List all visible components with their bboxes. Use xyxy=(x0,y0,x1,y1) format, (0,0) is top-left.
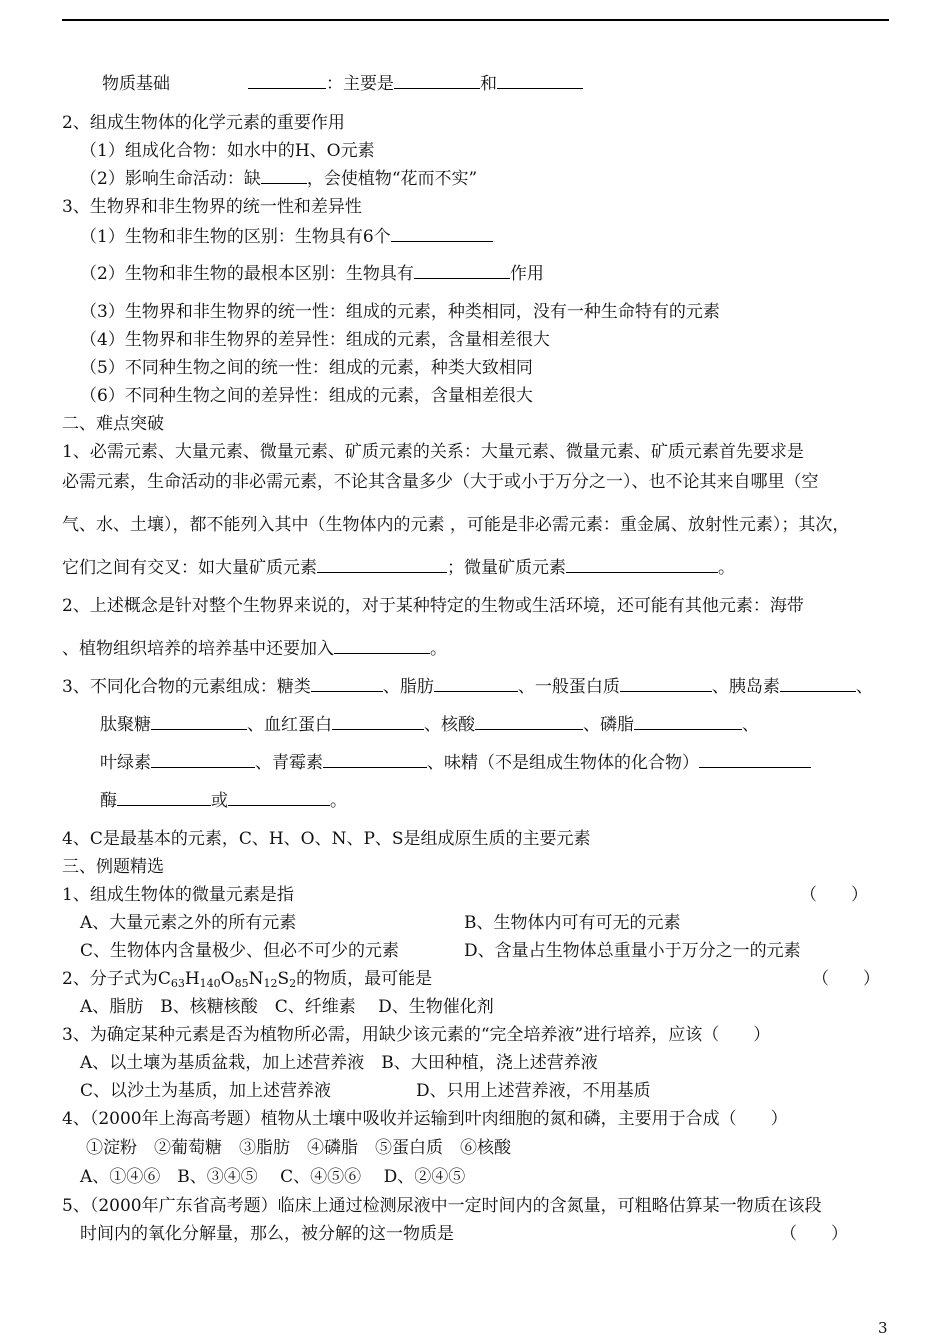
q4-items: ①淀粉 ②葡萄糖 ③脂肪 ④磷脂 ⑤蛋白质 ⑥核酸 xyxy=(86,1138,511,1158)
part-3-heading: 三、例题精选 xyxy=(62,857,164,877)
s3-item-3: （3）生物界和非生物界的统一性：组成的元素，种类相同，没有一种生命特有的元素 xyxy=(80,302,720,322)
s3-item-2: （2）生物和非生物的最根本区别：生物具有 作用 xyxy=(80,264,544,284)
q2-answer-paren: （ ） xyxy=(812,969,880,989)
q5-line-2: 时间内的氧化分解量，那么，被分解的这一物质是 xyxy=(80,1224,454,1244)
q4-stem: 4、（2000年上海高考题）植物从土壤中吸收并运输到叶肉细胞的氮和磷，主要用于合成（ ） xyxy=(62,1109,788,1129)
p3-line-2: 肽聚糖 、血红蛋白 、核酸 、磷脂 、 xyxy=(100,715,759,735)
p2-line-1: 2、上述概念是针对整个生物界来说的，对于某种特定的生物或生活环境，还可能有其他元素：海带 xyxy=(62,596,804,616)
p1-line-2: 必需元素，生命活动的非必需元素，不论其含量多少（大于或小于万分之一）、也不论其来自哪里（空 xyxy=(62,472,819,492)
s3-item-5: （5）不同种生物之间的统一性：组成的元素，种类大致相同 xyxy=(80,358,533,378)
section-2-heading: 2、组成生物体的化学元素的重要作用 xyxy=(62,113,345,133)
p4-line: 4、C是最基本的元素，C、H、O、N、P、S是组成原生质的主要元素 xyxy=(62,829,591,849)
q3-option-d: D、只用上述营养液，不用基质 xyxy=(416,1081,651,1101)
q5-answer-paren: （ ） xyxy=(780,1224,848,1244)
p1-line-3: 气、水、土壤），都不能列入其中（生物体内的元素 ，可能是非必需元素：重金属、放射性元素）；其次， xyxy=(62,515,850,535)
s2-item-1: （1）组成化合物：如水中的H、O元素 xyxy=(80,141,375,161)
q3-options-ab: A、以土壤为基质盆栽，加上述营养液 B、大田种植，浇上述营养液 xyxy=(80,1053,598,1073)
q1-option-b: B、生物体内可有可无的元素 xyxy=(464,913,681,933)
q2-options: A、脂肪 B、核糖核酸 C、纤维素 D、生物催化剂 xyxy=(80,997,494,1017)
q3-option-c: C、以沙土为基质，加上述营养液 xyxy=(80,1081,332,1101)
q1-answer-paren: （ ） xyxy=(800,885,868,905)
q3-stem: 3、为确定某种元素是否为植物所必需，用缺少该元素的“完全培养液”进行培养，应该（ ） xyxy=(62,1025,771,1045)
q1-option-a: A、大量元素之外的所有元素 xyxy=(80,913,297,933)
section-3-heading: 3、生物界和非生物界的统一性和差异性 xyxy=(62,197,362,217)
s3-item-6: （6）不同种生物之间的差异性：组成的元素，含量相差很大 xyxy=(80,386,533,406)
s3-item-4: （4）生物界和非生物界的差异性：组成的元素，含量相差很大 xyxy=(80,330,550,350)
page-number: 3 xyxy=(878,1319,888,1337)
header-rule xyxy=(62,19,889,21)
p3-line-3: 叶绿素 、青霉素 、味精（不是组成生物体的化合物） xyxy=(100,752,811,774)
s2-item-2: （2）影响生命活动：缺 ，会使植物“花而不实” xyxy=(80,169,478,189)
material-basis-line: 物质基础 ：主要是 和 xyxy=(102,73,583,95)
q1-option-d: D、含量占生物体总重量小于万分之一的元素 xyxy=(464,941,801,961)
p1-line-4: 它们之间有交叉：如大量矿质元素 ；微量矿质元素 。 xyxy=(62,558,735,578)
s3-item-1: （1）生物和非生物的区别：生物具有6个 xyxy=(80,226,493,248)
part-2-heading: 二、难点突破 xyxy=(62,414,164,434)
q1-stem: 1、组成生物体的微量元素是指 xyxy=(62,885,294,905)
p3-line-4: 酶 或 。 xyxy=(100,791,347,811)
q5-line-1: 5、（2000年广东省高考题）临床上通过检测尿液中一定时间内的含氮量，可粗略估算某一物质在该段 xyxy=(62,1196,822,1216)
q1-option-c: C、生物体内含量极少、但必不可少的元素 xyxy=(80,941,400,961)
p1-line-1: 1、必需元素、大量元素、微量元素、矿质元素的关系：大量元素、微量元素、矿质元素首先要求是 xyxy=(62,442,804,462)
q4-options: A、①④⑥ B、③④⑤ C、④⑤⑥ D、②④⑤ xyxy=(80,1167,466,1187)
p3-line-1: 3、不同化合物的元素组成：糖类 、脂肪 、一般蛋白质 、胰岛素 、 xyxy=(62,677,873,697)
q2-stem: 2、分子式为$C_{63}H_{140}O_{85}N_{12}S_2$的物质，最可能是 xyxy=(62,969,433,990)
p2-line-2: 、植物组织培养的培养基中还要加入 。 xyxy=(62,639,447,659)
